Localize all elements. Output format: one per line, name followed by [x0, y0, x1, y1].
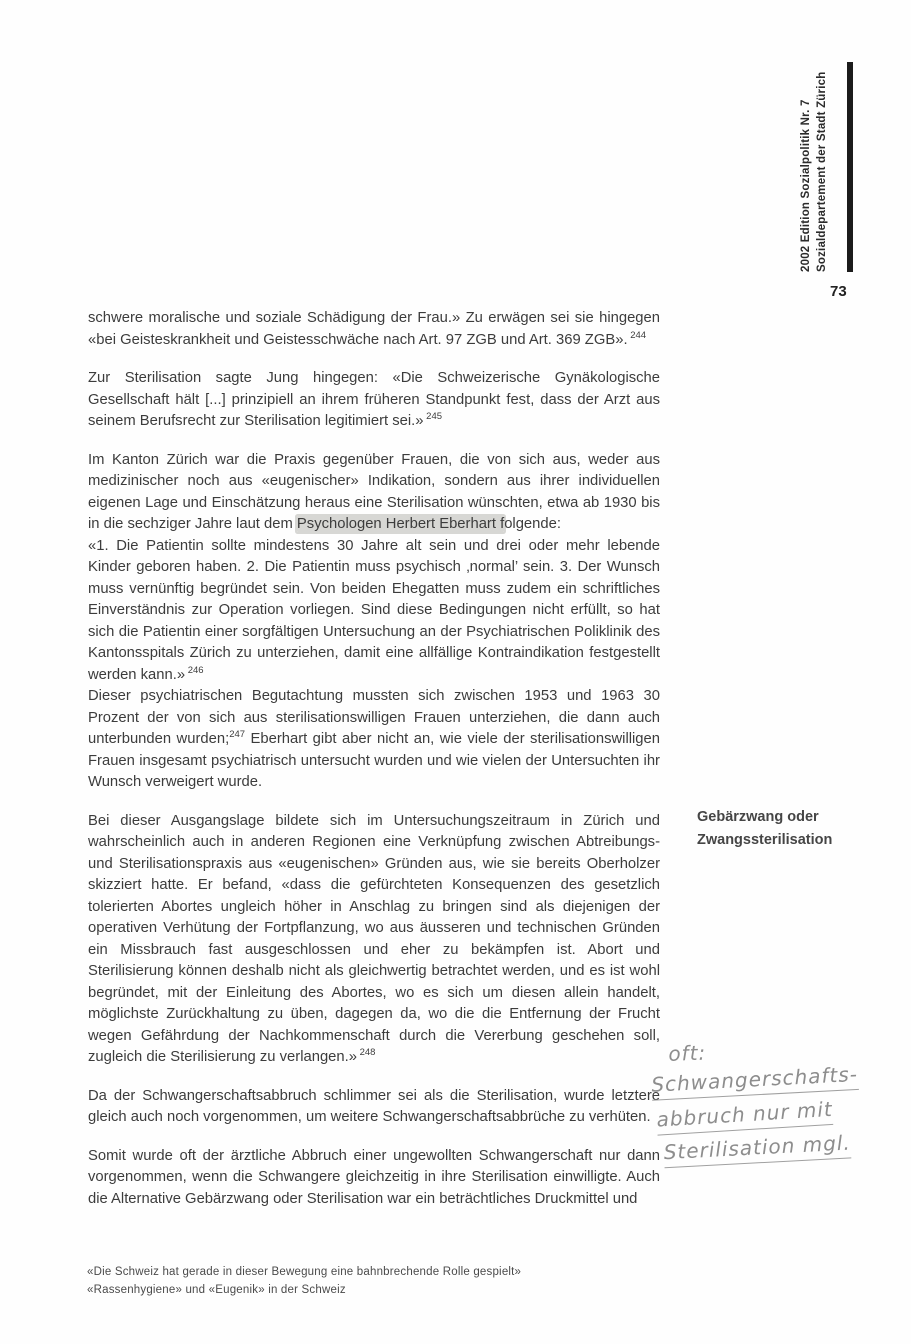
- handwritten-note-line-2: Schwangerschafts-: [651, 1062, 859, 1101]
- text-segment: olgende:: [504, 516, 561, 532]
- page-number: 73: [830, 283, 847, 300]
- paragraph: [88, 686, 660, 794]
- body-text-column: [88, 308, 660, 1210]
- paragraph: [88, 1146, 660, 1211]
- footnote-reference: 244: [627, 329, 647, 341]
- text-segment: Da der Schwangerschaftsabbruch schlimmer sei als die Sterilisation, wurde letztere gleich auch noch vorgenommen, um weitere Schwangerschaftsabbrüche zu verhüten.: [88, 1087, 660, 1125]
- text-segment: Bei dieser Ausgangslage bildete sich im Untersuchungszeitraum in Zürich und wahrscheinlich auch in anderen Regionen eine Verknüpfung zwischen Abtreibungs- und Sterilisationspraxis aus «eugenischen» Gründen aus, wie sie bereits Oberholzer skizziert hatte. Er befand, «dass die gefürchteten Konsequenzen des gesetzlich tolerierten Abortes ungleich höher in Anschlag zu bringen sind als diejenigen der operativen Verhütung der Fortpflanzung, wo aus äusseren und technischen Gründen ein Missbrauch fast ausgeschlossen und eher zu bekämpfen ist. Abort und Sterilisierung können deshalb nicht als gleichwertig betrachtet werden, und es ist wohl begründet, mit der Einleitung des Abortes, wo es sich um diesen allein handelt, möglichste Zurückhaltung zu üben, dagegen da, wo die die Entfernung der Frucht wegen Gefährdung der Nachkommenschaft durch die Vererbung geschehen soll, zugleich die Sterilisierung zu verlangen.»: [88, 812, 660, 1065]
- footer-quote-line: «Die Schweiz hat gerade in dieser Bewegung eine bahnbrechende Rolle gespielt»: [87, 1266, 522, 1278]
- text-segment: «1. Die Patientin sollte mindestens 30 Jahre alt sein und drei oder mehr lebende Kinder geboren haben. 2. Die Patientin muss psychisch ‚normal’ sein. 3. Der Wunsch muss vernünftig begründet sein. Von beiden Ehegatten muss zudem ein schriftliches Einverständnis zur Operation vorliegen. Sind diese Bedingungen nicht erfüllt, so hat sich die Patientin einer sorgfältigen Untersuchung an der Psychiatrischen Poliklinik des Kantonsspitals Zürich zu unterziehen, damit eine allfällige Kontraindikation festgestellt werden kann.»: [88, 537, 660, 683]
- paragraph: [88, 368, 660, 433]
- text-segment: Somit wurde oft der ärztliche Abbruch einer ungewollten Schwangerschaft nur dann vorgenommen, wenn die Schwangere gleichzeitig in ihre Sterilisation einwilligte. Auch die Alternative Gebärzwang oder Sterilisation war ein beträchtliches Druckmittel und: [88, 1147, 660, 1207]
- footnote-reference: 245: [423, 411, 443, 423]
- text-segment: Dieser psychiatrischen Begutachtung mussten sich zwischen 1953 und 1963 30 Prozent der von sich aus sterilisationswilligen Frauen unterziehen, die dann auch unterbunden wurden;: [88, 688, 660, 747]
- margin-note: [697, 806, 832, 852]
- text-segment: schwere moralische und soziale Schädigung der Frau.» Zu erwägen sei sie hingegen «bei Geisteskrankheit und Geistesschwäche nach Art. 97 ZGB und Art. 369 ZGB».: [88, 310, 660, 348]
- handwritten-note: [650, 1034, 910, 1167]
- text-segment: Zur Sterilisation sagte Jung hingegen: «Die Schweizerische Gynäkologische Gesellschaft hält [...] prinzipiell an ihrem früheren Standpunkt fest, dass der Arzt aus seinem Berufsrecht zur Sterilisation legitimiert sei.»: [88, 370, 660, 429]
- footnote-reference: 247: [229, 729, 246, 741]
- sidebar-vertical-rule: [847, 62, 853, 272]
- footer-book-title: «Rassenhygiene» und «Eugenik» in der Schweiz: [87, 1284, 346, 1296]
- paragraph: [88, 1086, 660, 1129]
- paragraph: [88, 536, 660, 687]
- handwritten-note-line-1: oft:: [667, 1040, 707, 1066]
- footnote-reference: 246: [185, 664, 204, 676]
- footnote-reference: 248: [356, 1047, 376, 1059]
- handwritten-note-line-3: abbruch nur mit: [656, 1097, 834, 1136]
- sidebar-imprint-edition: 2002 Edition Sozialpolitik Nr. 7: [800, 99, 812, 272]
- text-segment: Im Kanton Zürich war die Praxis gegenüber Frauen, die von sich aus, weder aus medizinischer noch aus «eugenischer» Indikation, sondern aus ihrer individuellen eigenen Lage und Einschätzung heraus eine Sterilisation wünschten, etwa ab 1930 bis in die sechziger Jahre laut dem: [88, 451, 660, 532]
- sidebar-imprint-department: Sozialdepartement der Stadt Zürich: [816, 71, 828, 272]
- handwritten-note-line-4: Sterilisation mgl.: [663, 1130, 851, 1168]
- footer: [87, 1263, 521, 1299]
- paragraph: [88, 811, 660, 1069]
- highlighted-text: Psychologen Herbert Eberhart f: [296, 516, 505, 532]
- text-segment: Eberhart gibt aber nicht an, wie viele der sterilisationswilligen Frauen insgesamt psychiatrisch untersucht wurden und wie vielen der Untersuchten ihr Wunsch verweigert wurde.: [88, 731, 660, 790]
- margin-note-line-1: Gebärzwang oder: [697, 809, 819, 825]
- paragraph: [88, 450, 660, 536]
- paragraph: [88, 308, 660, 351]
- margin-note-line-2: Zwangssterilisation: [697, 832, 833, 848]
